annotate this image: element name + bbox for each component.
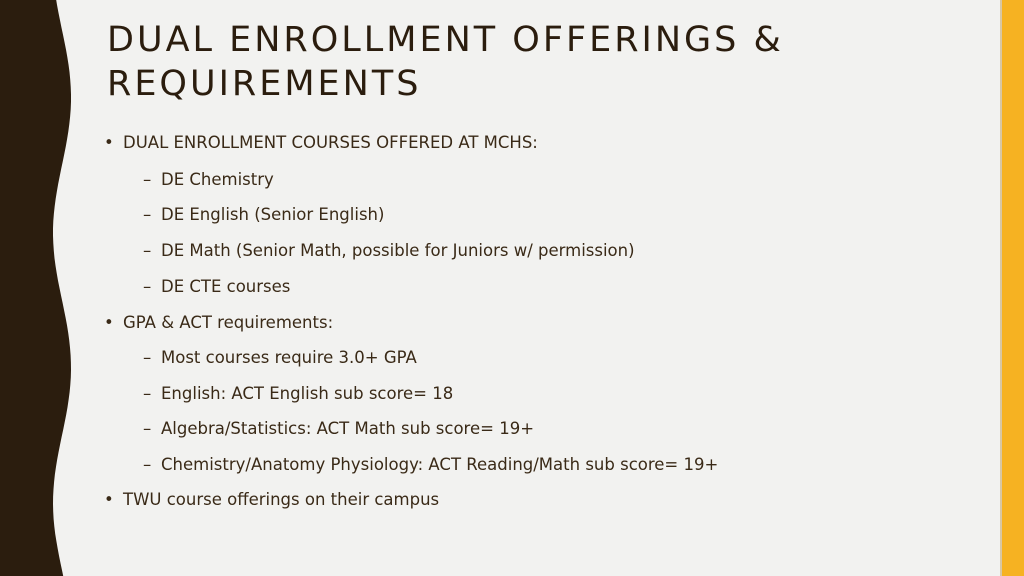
dash-icon: – <box>143 348 152 367</box>
bullet-text: English: ACT English sub score= 18 <box>161 384 454 403</box>
right-accent-rule <box>1000 0 1002 576</box>
dash-icon: – <box>143 384 152 403</box>
sub-bullet-item <box>143 170 274 189</box>
dash-icon: – <box>143 205 152 224</box>
bullet-text: Chemistry/Anatomy Physiology: ACT Reading/Math sub score= 19+ <box>161 455 719 474</box>
bullet-item <box>104 313 333 332</box>
bullet-dot-icon: • <box>104 133 114 152</box>
bullet-text: GPA & ACT requirements: <box>123 313 334 332</box>
bullet-text: DE Chemistry <box>161 170 274 189</box>
bullet-text: DUAL ENROLLMENT COURSES OFFERED AT MCHS: <box>123 133 538 152</box>
sub-bullet-item <box>143 348 417 367</box>
dash-icon: – <box>143 241 152 260</box>
dash-icon: – <box>143 455 152 474</box>
bullet-text: DE English (Senior English) <box>161 205 385 224</box>
bullet-dot-icon: • <box>104 490 114 509</box>
sub-bullet-item <box>143 241 635 260</box>
bullet-text: Algebra/Statistics: ACT Math sub score= 19+ <box>161 419 535 438</box>
bullet-text: Most courses require 3.0+ GPA <box>161 348 417 367</box>
dash-icon: – <box>143 170 152 189</box>
bullet-item <box>104 490 439 509</box>
right-accent-band <box>1000 0 1024 576</box>
dash-icon: – <box>143 419 152 438</box>
bullet-dot-icon: • <box>104 313 114 332</box>
bullet-item <box>104 133 538 152</box>
slide-title: DUAL ENROLLMENT OFFERINGS & REQUIREMENTS <box>107 20 784 104</box>
sub-bullet-item <box>143 455 718 474</box>
sub-bullet-item <box>143 277 290 296</box>
dash-icon: – <box>143 277 152 296</box>
sub-bullet-item <box>143 419 534 438</box>
bullet-text: DE Math (Senior Math, possible for Juniors w/ permission) <box>161 241 635 260</box>
bullet-text: DE CTE courses <box>161 277 291 296</box>
sub-bullet-item <box>143 384 453 403</box>
sub-bullet-item <box>143 205 384 224</box>
bullet-text: TWU course offerings on their campus <box>123 490 440 509</box>
